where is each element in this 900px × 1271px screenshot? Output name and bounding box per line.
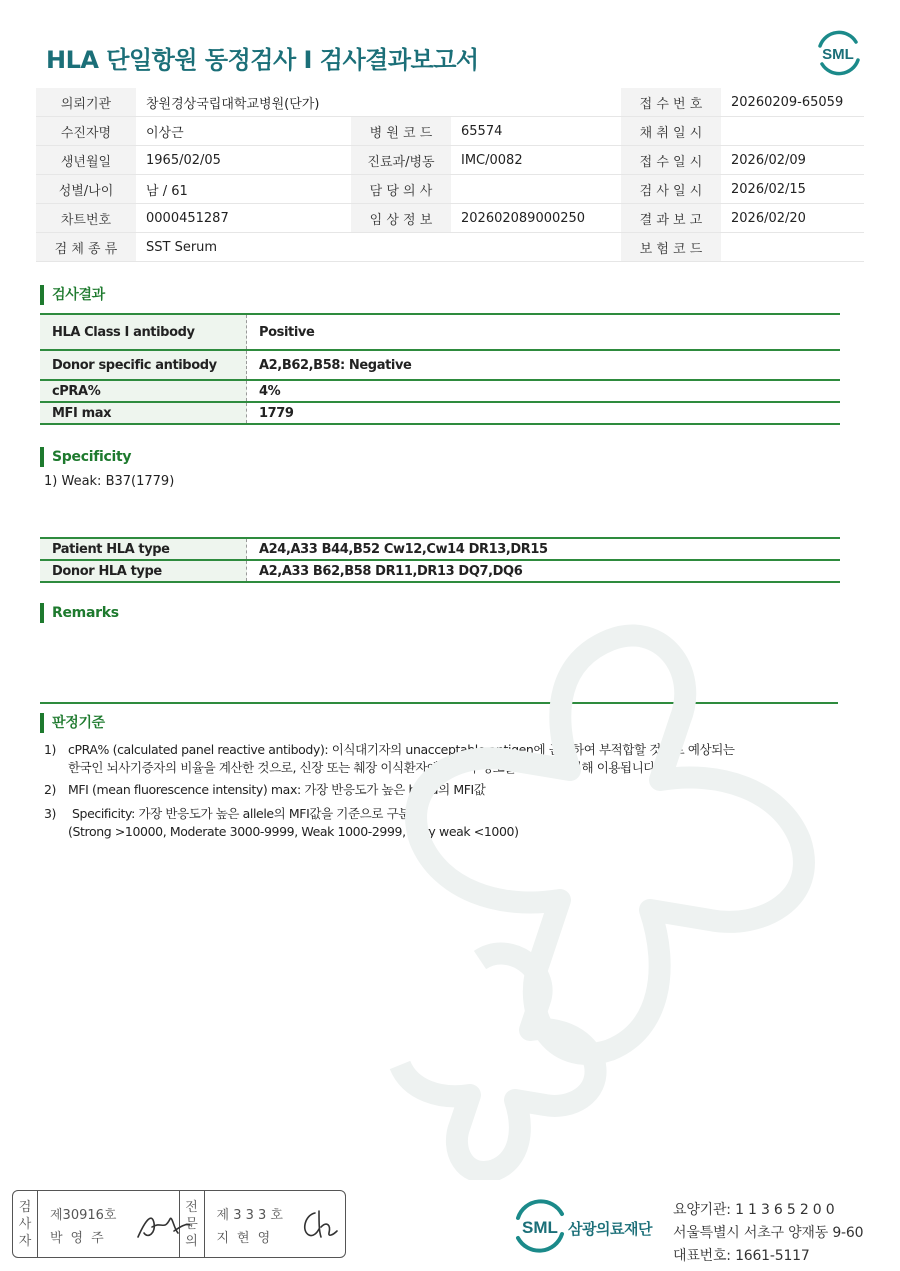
result-value: Positive xyxy=(247,314,841,350)
cross-watermark-icon xyxy=(360,580,900,1180)
criteria-line: Specificity: 가장 반응도가 높은 allele의 MFI값을 기준으로 구분 xyxy=(72,806,410,821)
inspector-label: 검 사 자 xyxy=(13,1191,38,1257)
info-value: 남 / 61 xyxy=(136,175,351,204)
info-value xyxy=(451,88,621,117)
result-key: HLA Class I antibody xyxy=(40,314,247,350)
info-label: 보 험 코 드 xyxy=(621,233,721,262)
report-title: HLA 단일항원 동정검사 I 검사결과보고서 xyxy=(46,46,479,74)
criteria-line: (Strong >10000, Moderate 3000-9999, Weak 1000-2999, Very weak <1000) xyxy=(68,824,519,839)
info-label: 수진자명 xyxy=(36,117,136,146)
info-value: 이상근 xyxy=(136,117,351,146)
result-row xyxy=(40,314,840,350)
signature-box xyxy=(12,1190,346,1258)
info-label: 진료과/병동 xyxy=(351,146,451,175)
info-row xyxy=(36,233,864,262)
result-value: A2,B62,B58: Negative xyxy=(247,350,841,380)
hla-type-value: A24,A33 B44,B52 Cw12,Cw14 DR13,DR15 xyxy=(247,538,841,560)
result-row xyxy=(40,402,840,424)
info-label: 임 상 정 보 xyxy=(351,204,451,233)
result-row xyxy=(40,380,840,402)
section-specificity-heading: Specificity xyxy=(40,447,131,467)
result-row xyxy=(40,350,840,380)
info-value xyxy=(721,233,864,262)
info-label xyxy=(351,88,451,117)
specialist-license-no: 제 3 3 3 호 xyxy=(216,1208,283,1223)
specificity-text: 1) Weak: B37(1779) xyxy=(44,474,175,489)
info-label xyxy=(351,233,451,262)
info-label: 생년월일 xyxy=(36,146,136,175)
result-key: Donor specific antibody xyxy=(40,350,247,380)
info-value: IMC/0082 xyxy=(451,146,621,175)
criteria-number: 1) xyxy=(44,742,57,757)
institution-code: 요양기관: 1 1 3 6 5 2 0 0 xyxy=(673,1202,835,1218)
phone-number: 대표번호: 1661-5117 xyxy=(673,1248,810,1264)
inspector-cell xyxy=(38,1191,180,1257)
info-value: 2026/02/09 xyxy=(721,146,864,175)
criteria-number: 2) xyxy=(44,782,57,797)
info-value xyxy=(721,117,864,146)
hla-type-key: Patient HLA type xyxy=(40,538,247,560)
info-label: 검 사 일 시 xyxy=(621,175,721,204)
info-value: 1965/02/05 xyxy=(136,146,351,175)
info-label: 담 당 의 사 xyxy=(351,175,451,204)
info-value: 20260209-65059 xyxy=(721,88,864,117)
specialist-signature-icon xyxy=(297,1207,341,1243)
info-value xyxy=(451,233,621,262)
info-row xyxy=(36,146,864,175)
specialist-label: 전 문 의 xyxy=(180,1191,205,1257)
svg-text:SML: SML xyxy=(822,46,854,63)
info-label: 성별/나이 xyxy=(36,175,136,204)
hla-type-key: Donor HLA type xyxy=(40,560,247,582)
info-value: 202602089000250 xyxy=(451,204,621,233)
info-value: 2026/02/15 xyxy=(721,175,864,204)
info-value: 0000451287 xyxy=(136,204,351,233)
criteria-line: 한국인 뇌사기증자의 비율을 계산한 것으로, 신장 또는 췌장 이식환자에서 감작 정도를 측정하기 위해 이용됩니다. xyxy=(68,760,659,775)
info-row xyxy=(36,117,864,146)
hla-type-row xyxy=(40,560,840,582)
criteria-line: cPRA% (calculated panel reactive antibody): 이식대기자의 unacceptable antigen에 근거하여 부적합할 것으로 예상되는 xyxy=(68,742,735,757)
info-value xyxy=(451,175,621,204)
hla-type-row xyxy=(40,538,840,560)
inspector-signature-icon xyxy=(134,1209,194,1243)
svg-text:SML: SML xyxy=(522,1218,558,1237)
sml-footer-logo-icon xyxy=(510,1198,570,1254)
hla-type-table xyxy=(40,537,840,583)
info-label: 병 원 코 드 xyxy=(351,117,451,146)
hla-type-value: A2,A33 B62,B58 DR11,DR13 DQ7,DQ6 xyxy=(247,560,841,582)
specialist-name: 지현영 xyxy=(216,1231,279,1246)
info-label: 의뢰기관 xyxy=(36,88,136,117)
info-value: 2026/02/20 xyxy=(721,204,864,233)
inspector-license-no: 제30916호 xyxy=(50,1208,117,1223)
criteria-number: 3) xyxy=(44,806,57,821)
info-label: 접 수 번 호 xyxy=(621,88,721,117)
result-key: MFI max xyxy=(40,402,247,424)
info-label: 채 취 일 시 xyxy=(621,117,721,146)
inspector-name: 박영주 xyxy=(50,1231,112,1246)
organization-name: 삼광의료재단 xyxy=(568,1220,652,1238)
section-criteria-heading: 판정기준 xyxy=(40,713,105,733)
section-result-heading: 검사결과 xyxy=(40,285,105,305)
info-row xyxy=(36,175,864,204)
result-value: 4% xyxy=(247,380,841,402)
result-value: 1779 xyxy=(247,402,841,424)
criteria-line: MFI (mean fluorescence intensity) max: 가장 반응도가 높은 bead의 MFI값 xyxy=(68,782,486,797)
info-value: 65574 xyxy=(451,117,621,146)
info-value: 창원경상국립대학교병원(단가) xyxy=(136,88,351,117)
info-label: 차트번호 xyxy=(36,204,136,233)
info-row xyxy=(36,88,864,117)
result-key: cPRA% xyxy=(40,380,247,402)
info-label: 결 과 보 고 xyxy=(621,204,721,233)
section-remarks-heading: Remarks xyxy=(40,603,119,623)
specialist-cell xyxy=(205,1191,346,1257)
info-label: 접 수 일 시 xyxy=(621,146,721,175)
info-value: SST Serum xyxy=(136,233,351,262)
address: 서울특별시 서초구 양재동 9-60 xyxy=(673,1225,864,1241)
info-row xyxy=(36,204,864,233)
result-table xyxy=(40,313,840,425)
patient-info-table xyxy=(36,88,864,262)
info-label: 검 체 종 류 xyxy=(36,233,136,262)
sml-logo-icon xyxy=(812,28,864,76)
